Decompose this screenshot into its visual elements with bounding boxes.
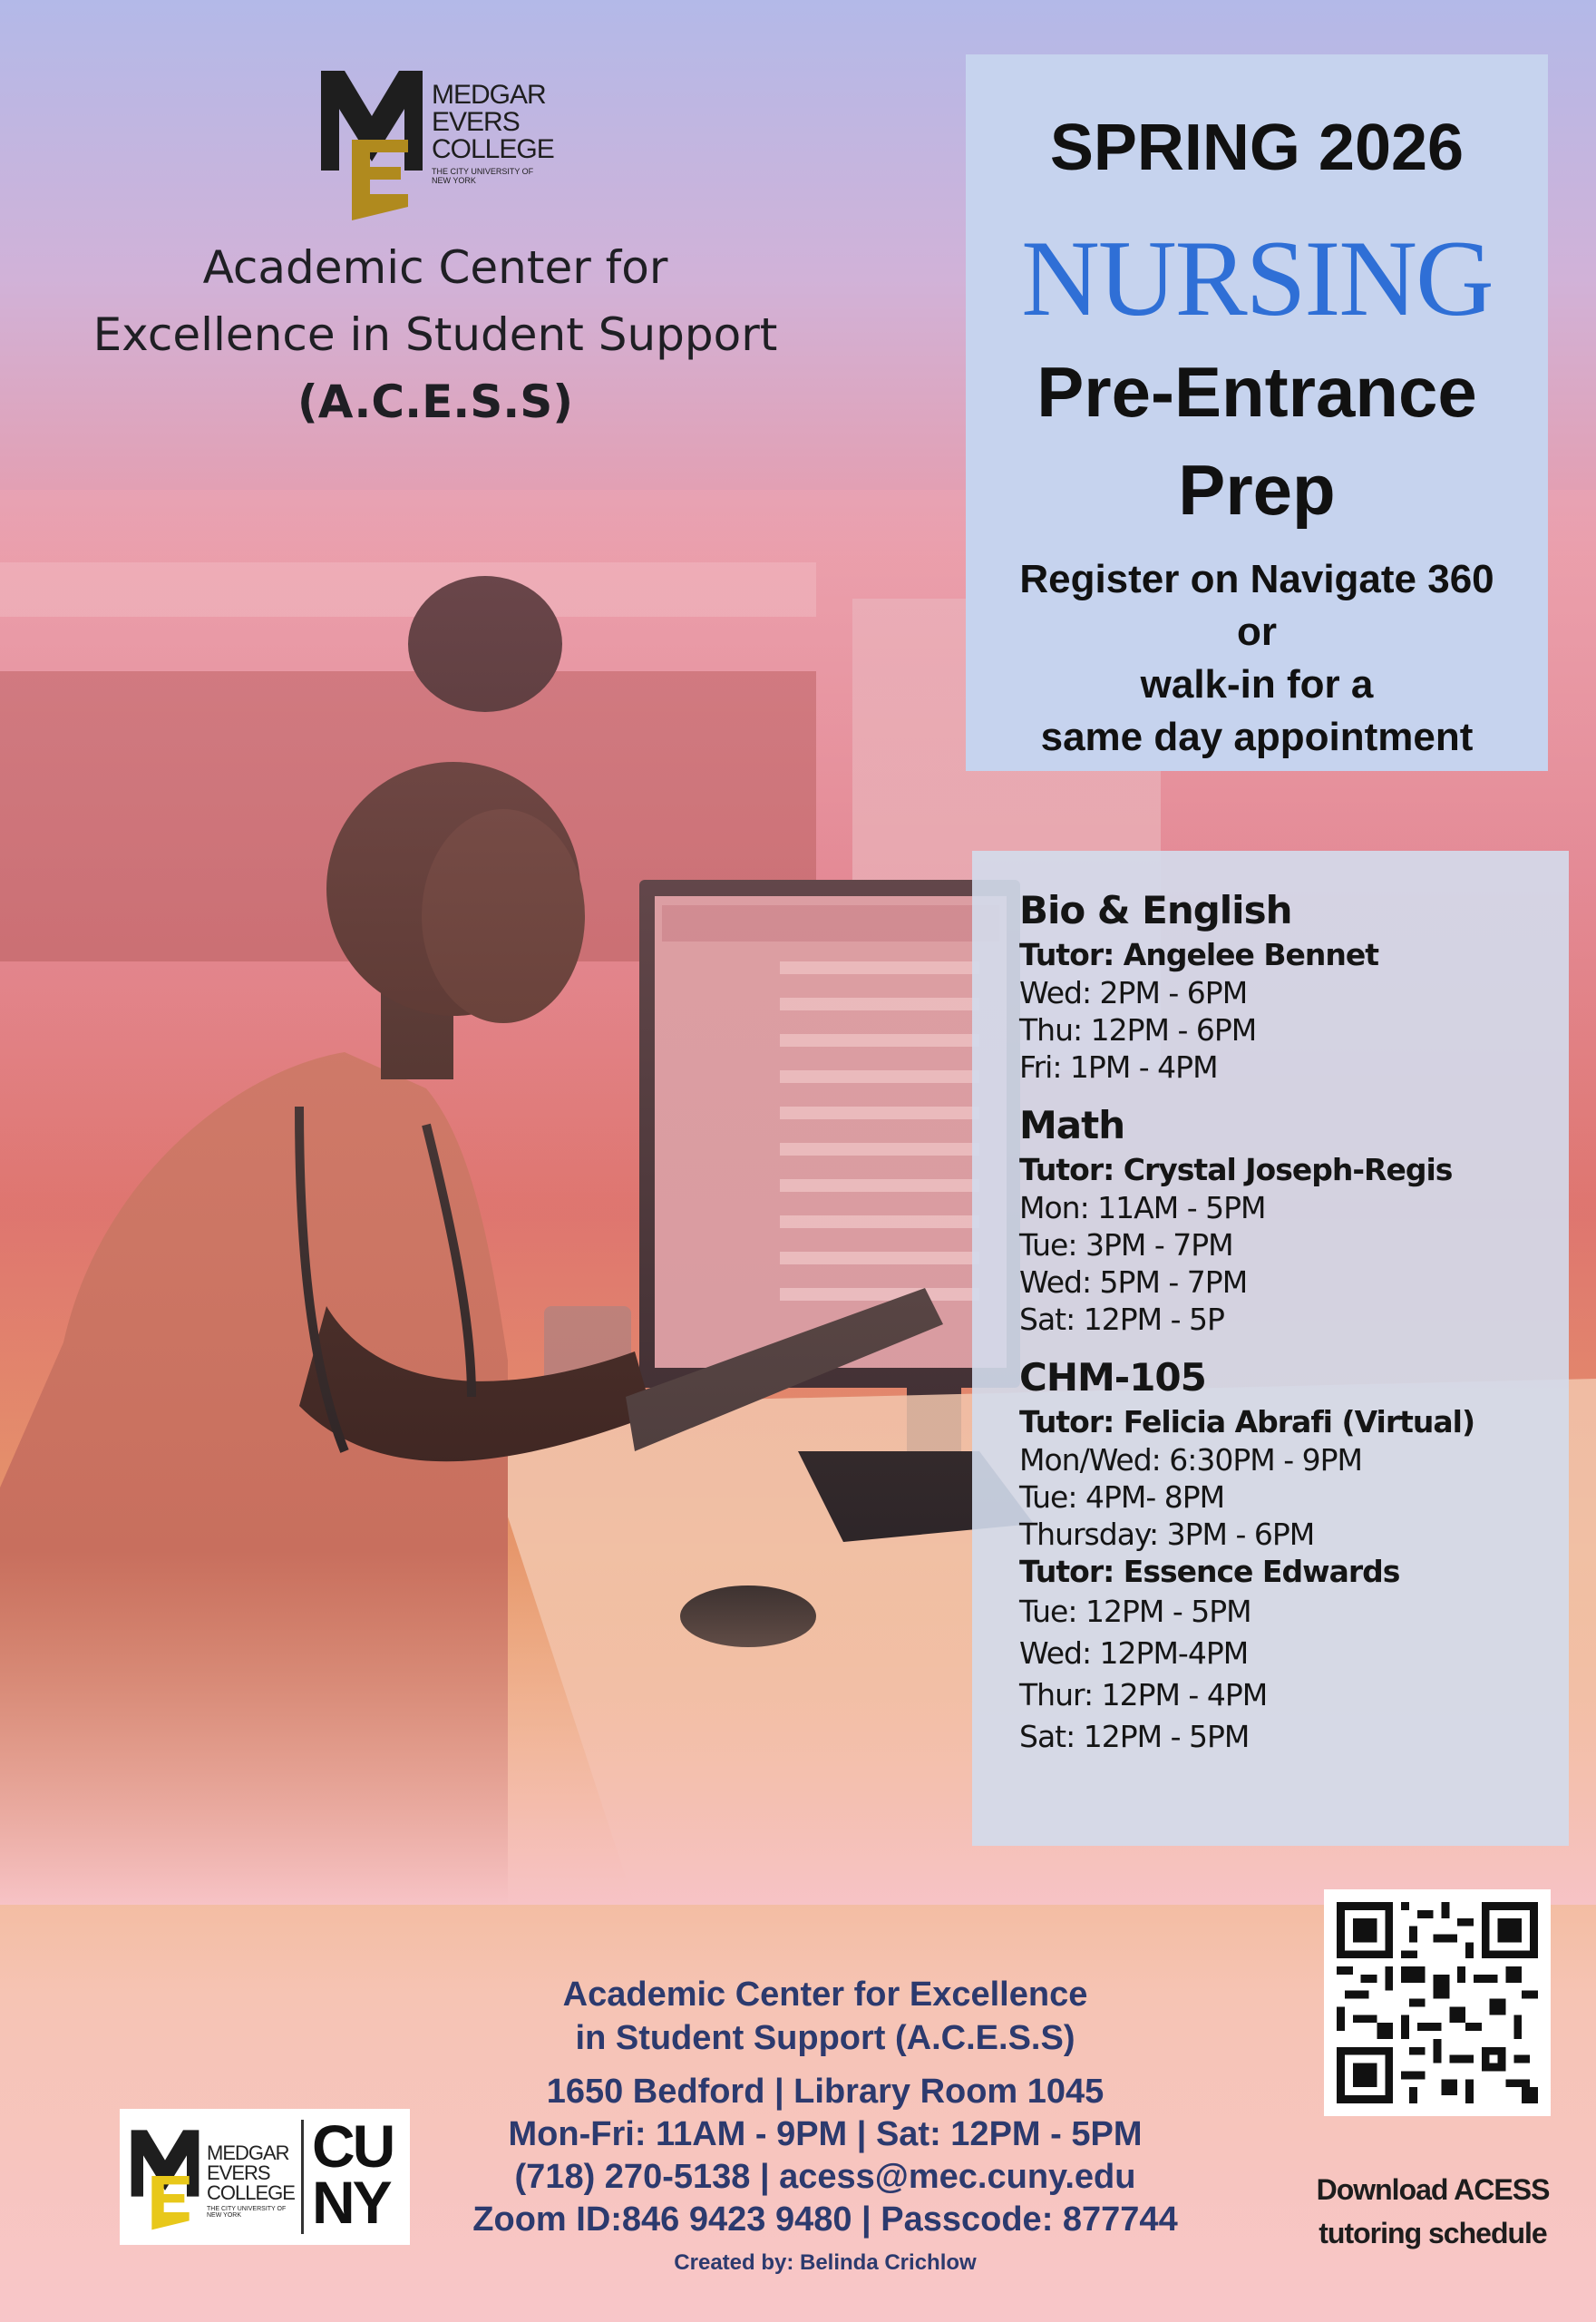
tutor-hours: Tue: 3PM - 7PM xyxy=(1019,1227,1233,1263)
registration-line: or xyxy=(1237,610,1277,654)
college-name-word: MEDGAR xyxy=(432,80,546,110)
college-name-word: EVERS xyxy=(432,107,520,137)
college-subtitle: THE CITY UNIVERSITY OF NEW YORK xyxy=(432,167,534,186)
tutoring-schedule-panel xyxy=(972,851,1569,1846)
college-name-word: COLLEGE xyxy=(432,134,554,164)
tutor-hours: Wed: 2PM - 6PM xyxy=(1019,975,1248,1010)
footer-college-name: MEDGAR EVERS COLLEGE THE CITY UNIVERSITY OF NEW YORK xyxy=(207,2142,295,2219)
footer-center-name: Academic Center for Excellence in Student Support (A.C.E.S.S) xyxy=(562,1976,1088,2057)
contact-line[interactable]: (718) 270-5138 | acess@mec.cuny.edu xyxy=(514,2158,1136,2196)
medgar-evers-college-logo xyxy=(317,62,562,220)
tutor-hours: Wed: 5PM - 7PM xyxy=(1019,1264,1248,1300)
term-heading: SPRING 2026 xyxy=(1049,112,1465,184)
tutor-hours: Tue: 12PM - 5PM xyxy=(1019,1594,1251,1629)
college-emblem-icon xyxy=(317,62,426,220)
registration-instructions xyxy=(966,553,1548,764)
schedule-qr-code[interactable] xyxy=(1324,1889,1551,2116)
footer-info xyxy=(435,2071,1215,2241)
tutor-hours: Mon/Wed: 6:30PM - 9PM xyxy=(1019,1442,1362,1478)
hours-line: Mon-Fri: 11AM - 9PM | Sat: 12PM - 5PM xyxy=(508,2115,1143,2153)
registration-line: same day appointment xyxy=(1040,715,1474,759)
subject-heading: Bio & English xyxy=(1019,888,1292,932)
footer-logos xyxy=(120,2109,410,2245)
subject-heading: CHM-105 xyxy=(1019,1355,1206,1400)
program-title-line: Pre-Entrance xyxy=(1036,352,1477,432)
tutor-hours: Tue: 4PM- 8PM xyxy=(1019,1479,1225,1515)
registration-line: walk-in for a xyxy=(1140,662,1374,707)
tutor-hours: Sat: 12PM - 5PM xyxy=(1019,1719,1250,1754)
college-emblem-icon xyxy=(129,2120,201,2234)
tutor-name: Tutor: Angelee Bennet xyxy=(1019,937,1379,972)
tutor-name: Tutor: Essence Edwards xyxy=(1019,1554,1400,1589)
program-promo-box xyxy=(966,54,1548,771)
qr-caption-line: Download ACESS xyxy=(1316,2173,1550,2206)
tutoring-schedule xyxy=(1019,885,1554,1758)
program-title xyxy=(966,343,1548,539)
address-line: 1650 Bedford | Library Room 1045 xyxy=(546,2073,1105,2111)
qr-caption-line: tutoring schedule xyxy=(1319,2217,1547,2249)
creator-credit: Created by: Belinda Crichlow xyxy=(674,2250,977,2275)
qr-code-icon xyxy=(1337,1902,1538,2103)
center-title-line: Academic Center for xyxy=(202,241,668,294)
center-title-line: (A.C.E.S.S) xyxy=(297,376,574,428)
tutor-hours: Wed: 12PM-4PM xyxy=(1019,1635,1249,1671)
tutor-name: Tutor: Crystal Joseph-Regis xyxy=(1019,1152,1453,1187)
tutor-hours: Sat: 12PM - 5P xyxy=(1019,1302,1224,1337)
qr-caption xyxy=(1297,2168,1569,2255)
zoom-line: Zoom ID:846 9423 9480 | Passcode: 877744 xyxy=(472,2200,1178,2239)
logo-divider xyxy=(301,2120,304,2234)
tutor-hours: Mon: 11AM - 5PM xyxy=(1019,1190,1266,1225)
footer-contact xyxy=(435,1973,1215,2279)
program-heading: NURSING xyxy=(1021,218,1493,338)
subject-heading: Math xyxy=(1019,1103,1125,1147)
program-title-line: Prep xyxy=(1178,450,1336,530)
cuny-logo: CU NY xyxy=(312,2112,394,2236)
acess-center-title xyxy=(82,234,789,435)
tutor-hours: Thursday: 3PM - 6PM xyxy=(1019,1517,1315,1552)
tutor-hours: Thu: 12PM - 6PM xyxy=(1019,1012,1257,1048)
tutor-hours: Fri: 1PM - 4PM xyxy=(1019,1049,1218,1085)
tutor-hours: Thur: 12PM - 4PM xyxy=(1019,1677,1268,1712)
registration-line: Register on Navigate 360 xyxy=(1019,557,1494,601)
center-title-line: Excellence in Student Support xyxy=(92,308,778,361)
tutor-name: Tutor: Felicia Abrafi (Virtual) xyxy=(1019,1404,1475,1439)
